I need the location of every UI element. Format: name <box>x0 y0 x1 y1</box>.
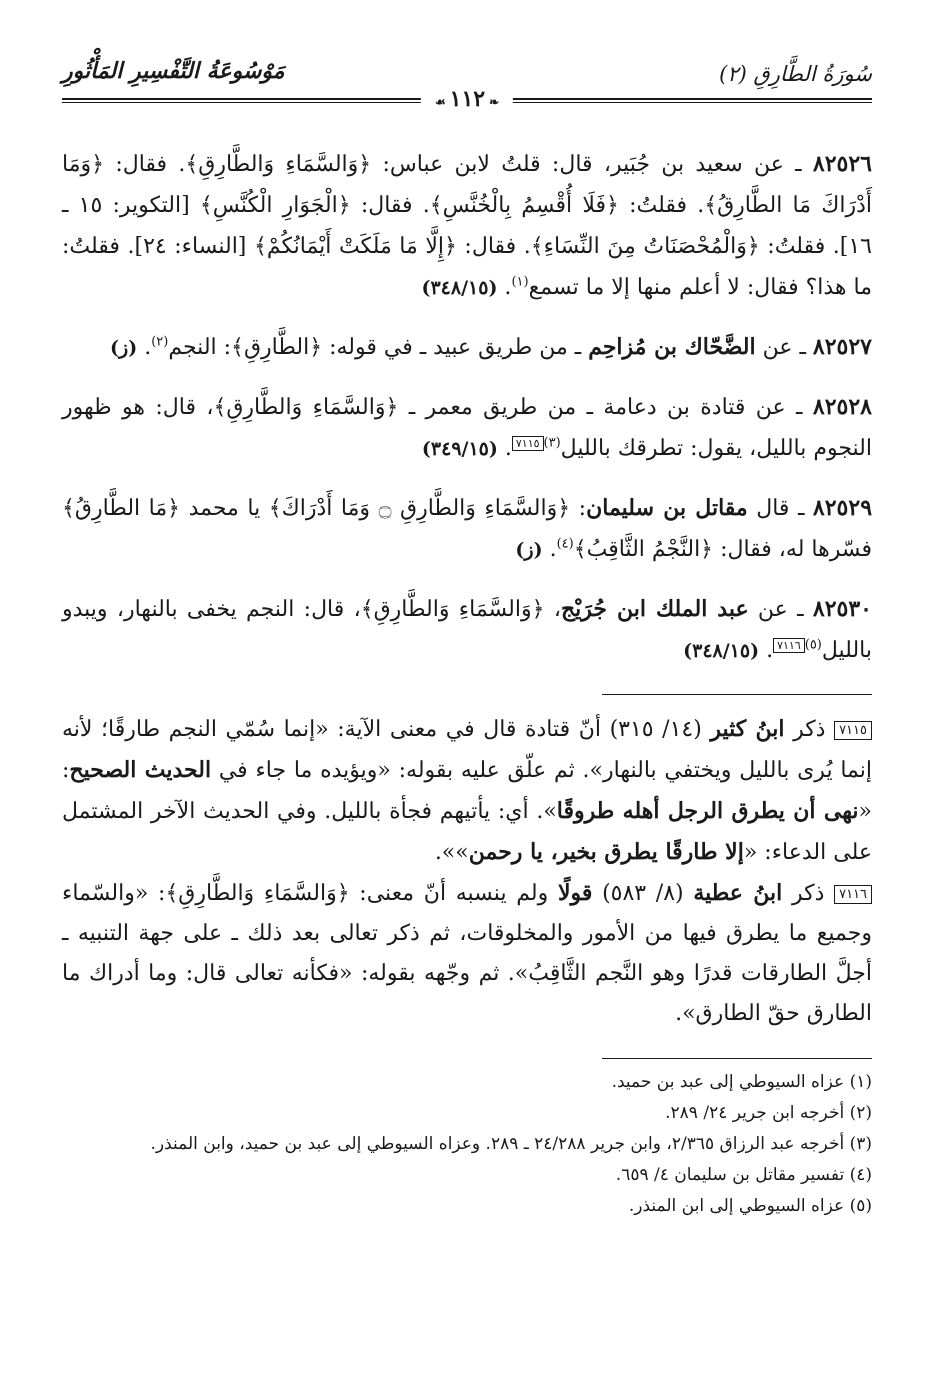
page-header <box>62 58 872 110</box>
entry-text: ـ قال <box>747 496 813 521</box>
narration-entry <box>62 327 872 369</box>
narration-list <box>62 144 872 672</box>
footnote-marker[interactable]: (١) <box>511 274 529 290</box>
commentary-number-box[interactable]: ٧١١٥ <box>834 721 872 740</box>
commentary-section <box>62 709 872 1034</box>
quran-quote: ﴿وَالسَّمَاءِ وَالطَّارِقِ﴾ <box>165 881 350 906</box>
narration-entry <box>62 387 872 470</box>
quran-quote: ﴿فَلَا أُقْسِمُ بِالْخُنَّسِ﴾ <box>429 193 619 218</box>
entry-text: ـ عن سعيد بن جُبَير، قال: قلتُ لابن عباس: <box>371 152 813 177</box>
commentary-text: (٨/ ٥٨٣) <box>592 881 694 906</box>
entry-text: ـ عن قتادة بن دعامة ـ من طريق معمر ـ <box>398 395 813 420</box>
commentary-separator <box>602 694 872 695</box>
entry-text: . فقلتُ: <box>618 193 705 218</box>
narration-entry <box>62 488 872 571</box>
source-reference: (٣٤٨/١٥) <box>421 277 498 299</box>
commentary-text: ولم ينسبه أنّ معنى: <box>349 881 558 906</box>
entry-text: يا محمد <box>180 496 269 521</box>
footnote-marker[interactable]: (٣) <box>543 435 561 451</box>
hadith-text: نهى أن يطرق الرجل أهله طروقًا <box>556 798 859 824</box>
footnote-marker[interactable]: (٤) <box>556 536 574 552</box>
entry-text: . <box>137 335 152 360</box>
entry-number: ٨٢٥٢٨ <box>812 394 872 420</box>
quran-quote: ﴿وَالْمُحْصَنَاتُ مِنَ النِّسَاءِ﴾ <box>530 234 760 259</box>
commentary-text: ذكر <box>784 717 835 742</box>
narration-entry <box>62 144 872 309</box>
emphasis-text: قولًا <box>557 880 593 906</box>
entry-number: ٨٢٥٣٠ <box>812 596 872 622</box>
entry-text: [التكوير: ١٥ ـ ١٦]. فقلتُ: <box>62 193 872 259</box>
quran-quote: ﴿الْجَوَارِ الْكُنَّسِ﴾ <box>199 193 351 218</box>
commentary-paragraph <box>62 873 872 1034</box>
footnote: (٢) أخرجه ابن جرير ٢٤/ ٢٨٩. <box>665 1103 872 1123</box>
footnote: (١) عزاه السيوطي إلى عبد بن حميد. <box>611 1072 872 1092</box>
page-number <box>421 86 513 112</box>
narration-entry <box>62 589 872 672</box>
entry-number: ٨٢٥٢٩ <box>812 495 873 521</box>
scholar-name: ابنُ كثير <box>710 716 785 742</box>
footnotes <box>62 1069 872 1219</box>
entry-text: . <box>759 638 774 663</box>
narrator-name: الضَّحّاك بن مُزاحِم <box>588 334 756 360</box>
source-reference: (٣٤٩/١٥) <box>421 438 498 460</box>
narrator-name: عبد الملك ابن جُرَيْج <box>560 596 749 622</box>
commentary-text: : « <box>62 758 872 824</box>
narrator-name: مقاتل بن سليمان <box>586 495 748 521</box>
page-number-value: ١١٢ <box>449 86 486 112</box>
commentary-paragraph <box>62 709 872 873</box>
quran-quote: ﴿مَا الطَّارِقُ﴾ <box>62 496 181 521</box>
entry-number: ٨٢٥٢٧ <box>812 334 872 360</box>
commentary-text: »». <box>434 840 469 865</box>
quran-quote: ﴿وَمَا أَدْرَاكَ مَا الطَّارِقُ﴾ <box>62 152 872 218</box>
entry-text: ـ عن <box>755 335 813 360</box>
book-title: مَوْسُوعَةُ التَّفْسِيرِ المَأْثُورِ <box>62 58 285 84</box>
entry-text: ، <box>544 597 561 622</box>
ornament-icon: ❧ <box>489 95 500 109</box>
quran-quote: ﴿النَّجْمُ الثَّاقِبُ﴾ <box>573 537 714 562</box>
footnote-marker[interactable]: (٢) <box>151 334 169 350</box>
hadith-text: إلا طارقًا يطرق بخير، يا رحمن <box>468 839 744 865</box>
surah-title: سُورَةُ الطَّارِقِ (٢) <box>719 62 872 86</box>
commentary-text: : «والسّماء وجميع ما يطرق فيها من الأمور والمخلوقات، ثم ذكر تعالى بعد ذلك ـ على جهة التنبيه ـ أجلَّ الطارقات قدرًا وهو النَّجم الثَّاقِبُ». ثم وجّهه بقوله: «فكأنه تعالى قال: وما أدراك ما الطارق حقّ الطارق». <box>62 881 872 1026</box>
quran-quote: ﴿إِلَّا مَا مَلَكَتْ أَيْمَانُكُمْ﴾ <box>253 234 457 259</box>
entry-text: . فقال: <box>456 234 531 259</box>
quran-quote: ﴿وَالسَّمَاءِ وَالطَّارِقِ﴾ <box>185 152 372 177</box>
entry-text: : النجم <box>168 335 232 360</box>
entry-text: ، قال: هو ظهور النجوم بالليل، يقول: تطرقك بالليل <box>62 395 872 461</box>
footnote-marker[interactable]: (٥) <box>804 637 822 653</box>
footnote: (٣) أخرجه عبد الرزاق ٢/٣٦٥، وابن جرير ٢٤/٢٨٨ ـ ٢٨٩. وعزاه السيوطي إلى عبد بن حميد، وابن المنذر. <box>150 1134 872 1154</box>
entry-text: . <box>497 275 512 300</box>
quran-quote: ﴿الطَّارِقِ﴾ <box>231 335 323 360</box>
entry-text: : <box>570 496 587 521</box>
quran-quote: ﴿وَالسَّمَاءِ وَالطَّارِقِ﴾ <box>213 395 399 420</box>
entry-text: . <box>542 537 557 562</box>
entry-text: . فقال: <box>350 193 430 218</box>
entry-text: ، قال: النجم يخفى بالنهار، ويبدو بالليل <box>62 597 872 663</box>
source-reference: (٣٤٨/١٥) <box>683 640 760 662</box>
scholar-name: ابنُ عطية <box>693 880 783 906</box>
document-page <box>62 58 872 1358</box>
entry-text: . فقال: <box>104 152 186 177</box>
entry-text: ـ من طريق عبيد ـ في قوله: <box>322 335 589 360</box>
source-reference: (ز) <box>515 539 543 561</box>
entry-text: ـ عن <box>748 597 813 622</box>
commentary-text: ذكر <box>782 881 835 906</box>
entry-text: فسّرها له، فقال: <box>713 537 872 562</box>
commentary-text: ». أي: يأتيهم فجأة بالليل. وفي الحديث الآخر المشتمل على الدعاء: « <box>62 799 872 865</box>
commentary-link-box[interactable]: ٧١١٥ <box>512 436 544 451</box>
entry-text: . <box>497 436 512 461</box>
footnote: (٤) تفسير مقاتل بن سليمان ٤/ ٦٥٩. <box>615 1165 872 1185</box>
entry-number: ٨٢٥٢٦ <box>812 151 872 177</box>
source-reference: (ز) <box>110 337 138 359</box>
emphasis-text: الحديث الصحيح <box>69 757 212 783</box>
commentary-link-box[interactable]: ٧١١٦ <box>773 638 805 653</box>
commentary-number-box[interactable]: ٧١١٦ <box>834 885 872 904</box>
footnote: (٥) عزاه السيوطي إلى ابن المنذر. <box>628 1196 872 1216</box>
entry-text: [النساء: ٢٤]. فقلتُ: ما هذا؟ فقال: لا أعلم منها إلا ما تسمع <box>62 234 872 300</box>
quran-quote: ﴿وَالسَّمَاءِ وَالطَّارِقِ﴾ <box>360 597 545 622</box>
footnote-separator <box>602 1058 872 1059</box>
commentary-text: (١٤/ ٣١٥) أنّ قتادة قال في معنى الآية: «إنما سُمّي النجم طارقًا؛ لأنه إنما يُرى بالليل ويختفي بالنهار». ثم علّق عليه بقوله: «ويؤيده ما جاء في <box>62 717 872 783</box>
quran-quote: ﴿وَالسَّمَاءِ وَالطَّارِقِ ۝ وَمَا أَدْرَاكَ﴾ <box>268 496 571 521</box>
ornament-icon: ☙ <box>434 95 446 109</box>
